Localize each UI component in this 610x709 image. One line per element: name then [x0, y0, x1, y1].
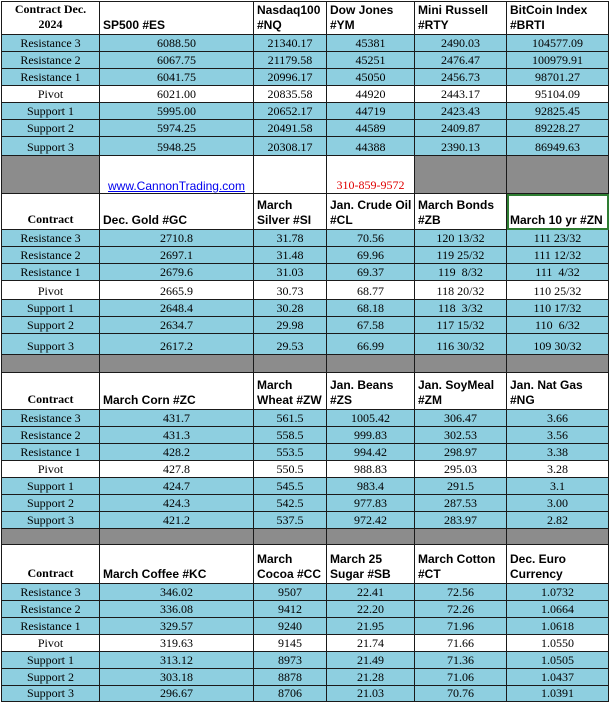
level-value: 295.03 — [415, 461, 507, 478]
level-value: 2648.4 — [100, 300, 254, 317]
contract-label: Contract — [2, 194, 100, 230]
level-value: 21179.58 — [254, 52, 327, 69]
level-value: 298.97 — [415, 444, 507, 461]
level-row-pivot — [2, 461, 609, 478]
contract-header-march-coffee-kc: March Coffee #KC — [100, 545, 254, 584]
level-value: 1.0550 — [507, 635, 609, 652]
level-value: 9145 — [254, 635, 327, 652]
level-row-resistance-1 — [2, 69, 609, 86]
separator-cell — [2, 529, 100, 545]
level-value: 21.49 — [327, 652, 415, 669]
level-row-support-1 — [2, 103, 609, 120]
section-separator — [2, 529, 609, 545]
level-value: 1.0618 — [507, 618, 609, 635]
level-value: 2.82 — [507, 512, 609, 529]
level-value: 561.5 — [254, 410, 327, 427]
level-value: 972.42 — [327, 512, 415, 529]
level-label: Pivot — [2, 461, 100, 478]
level-value: 999.83 — [327, 427, 415, 444]
level-row-support-2 — [2, 317, 609, 334]
level-row-support-1 — [2, 652, 609, 669]
level-value: 550.5 — [254, 461, 327, 478]
level-value: 431.7 — [100, 410, 254, 427]
level-value: 116 30/32 — [415, 334, 507, 355]
level-label: Resistance 3 — [2, 230, 100, 247]
level-value: 2476.47 — [415, 52, 507, 69]
level-value: 424.7 — [100, 478, 254, 495]
level-value: 71.96 — [415, 618, 507, 635]
section-header-row — [2, 373, 609, 410]
level-value: 2710.8 — [100, 230, 254, 247]
separator-cell — [507, 156, 609, 194]
level-row-resistance-1 — [2, 444, 609, 461]
level-value: 45381 — [327, 35, 415, 52]
level-value: 68.18 — [327, 300, 415, 317]
level-value: 44920 — [327, 86, 415, 103]
level-value: 69.96 — [327, 247, 415, 264]
level-value: 30.73 — [254, 281, 327, 300]
level-label: Support 2 — [2, 120, 100, 137]
separator-cell — [254, 529, 327, 545]
level-row-resistance-2 — [2, 247, 609, 264]
separator-cell — [100, 355, 254, 373]
section-separator — [2, 355, 609, 373]
level-value: 29.98 — [254, 317, 327, 334]
level-value: 2443.17 — [415, 86, 507, 103]
level-label: Support 2 — [2, 317, 100, 334]
level-value: 9507 — [254, 584, 327, 601]
level-value: 291.5 — [415, 478, 507, 495]
level-value: 558.5 — [254, 427, 327, 444]
level-value: 20652.17 — [254, 103, 327, 120]
level-value: 70.56 — [327, 230, 415, 247]
level-value: 994.42 — [327, 444, 415, 461]
level-row-support-2 — [2, 120, 609, 137]
level-value: 21.95 — [327, 618, 415, 635]
level-value: 31.78 — [254, 230, 327, 247]
level-value: 89228.27 — [507, 120, 609, 137]
level-value: 21.03 — [327, 686, 415, 702]
separator-cell — [327, 529, 415, 545]
level-value: 100979.91 — [507, 52, 609, 69]
separator-cell — [415, 156, 507, 194]
level-value: 8973 — [254, 652, 327, 669]
level-label: Support 3 — [2, 512, 100, 529]
level-value: 30.28 — [254, 300, 327, 317]
level-value: 545.5 — [254, 478, 327, 495]
level-value: 537.5 — [254, 512, 327, 529]
level-label: Support 3 — [2, 137, 100, 156]
level-value: 988.83 — [327, 461, 415, 478]
level-label: Support 1 — [2, 478, 100, 495]
level-value: 31.03 — [254, 264, 327, 281]
level-value: 92825.45 — [507, 103, 609, 120]
level-value: 2409.87 — [415, 120, 507, 137]
level-label: Support 1 — [2, 652, 100, 669]
section-header-row — [2, 545, 609, 584]
level-row-resistance-2 — [2, 427, 609, 444]
level-value: 9412 — [254, 601, 327, 618]
contract-label: Contract — [2, 373, 100, 410]
contract-label: Contract — [2, 545, 100, 584]
level-value: 31.48 — [254, 247, 327, 264]
level-row-resistance-3 — [2, 584, 609, 601]
level-label: Resistance 1 — [2, 444, 100, 461]
website-link[interactable]: www.CannonTrading.com — [100, 156, 254, 194]
level-label: Pivot — [2, 635, 100, 652]
level-label: Resistance 1 — [2, 618, 100, 635]
level-value: 119 25/32 — [415, 247, 507, 264]
level-value: 45050 — [327, 69, 415, 86]
level-value: 2390.13 — [415, 137, 507, 156]
separator-cell — [2, 355, 100, 373]
selected-cell-contract-header[interactable]: March 10 yr #ZN — [507, 194, 609, 230]
level-label: Support 3 — [2, 334, 100, 355]
level-value: 22.41 — [327, 584, 415, 601]
level-value: 336.08 — [100, 601, 254, 618]
level-value: 109 30/32 — [507, 334, 609, 355]
contract-header-jan-nat-gas-ng: Jan. Nat Gas #NG — [507, 373, 609, 410]
level-value: 44719 — [327, 103, 415, 120]
level-value: 86949.63 — [507, 137, 609, 156]
level-label: Resistance 1 — [2, 69, 100, 86]
level-value: 71.06 — [415, 669, 507, 686]
level-value: 68.77 — [327, 281, 415, 300]
level-row-resistance-3 — [2, 35, 609, 52]
level-row-support-3 — [2, 137, 609, 156]
level-value: 313.12 — [100, 652, 254, 669]
level-value: 1.0664 — [507, 601, 609, 618]
level-value: 21340.17 — [254, 35, 327, 52]
level-row-pivot — [2, 281, 609, 300]
level-value: 8878 — [254, 669, 327, 686]
level-label: Resistance 1 — [2, 264, 100, 281]
level-value: 110 6/32 — [507, 317, 609, 334]
level-value: 3.38 — [507, 444, 609, 461]
contract-header-march-cotton-ct: March Cotton #CT — [415, 545, 507, 584]
contract-header-jan-crude-oil-cl: Jan. Crude Oil #CL — [327, 194, 415, 230]
level-value: 431.3 — [100, 427, 254, 444]
level-row-resistance-1 — [2, 618, 609, 635]
level-value: 20491.58 — [254, 120, 327, 137]
contract-header-march-wheat-zw: March Wheat #ZW — [254, 373, 327, 410]
section-separator — [2, 156, 609, 194]
level-label: Resistance 2 — [2, 52, 100, 69]
contract-header-mini-russell-rty: Mini Russell #RTY — [415, 2, 507, 35]
level-value: 283.97 — [415, 512, 507, 529]
level-value: 2456.73 — [415, 69, 507, 86]
level-row-support-3 — [2, 334, 609, 355]
level-value: 6088.50 — [100, 35, 254, 52]
separator-cell — [415, 355, 507, 373]
level-value: 421.2 — [100, 512, 254, 529]
level-value: 428.2 — [100, 444, 254, 461]
level-value: 319.63 — [100, 635, 254, 652]
contract-header-dow-jones-ym: Dow Jones #YM — [327, 2, 415, 35]
level-value: 110 25/32 — [507, 281, 609, 300]
level-value: 20996.17 — [254, 69, 327, 86]
level-value: 5974.25 — [100, 120, 254, 137]
level-value: 9240 — [254, 618, 327, 635]
contract-header-jan-soymeal-zm: Jan. SoyMeal #ZM — [415, 373, 507, 410]
level-value: 98701.27 — [507, 69, 609, 86]
level-value: 306.47 — [415, 410, 507, 427]
level-value: 542.5 — [254, 495, 327, 512]
level-value: 45251 — [327, 52, 415, 69]
level-value: 287.53 — [415, 495, 507, 512]
level-row-support-2 — [2, 495, 609, 512]
level-value: 1.0391 — [507, 686, 609, 702]
level-value: 2665.9 — [100, 281, 254, 300]
phone-number: 310-859-9572 — [327, 156, 415, 194]
level-value: 2697.1 — [100, 247, 254, 264]
level-value: 3.56 — [507, 427, 609, 444]
level-value: 1.0437 — [507, 669, 609, 686]
level-value: 44589 — [327, 120, 415, 137]
level-label: Pivot — [2, 281, 100, 300]
level-value: 553.5 — [254, 444, 327, 461]
contract-header-march-cocoa-cc: March Cocoa #CC — [254, 545, 327, 584]
level-label: Support 3 — [2, 686, 100, 702]
level-value: 44388 — [327, 137, 415, 156]
level-value: 296.67 — [100, 686, 254, 702]
level-value: 3.66 — [507, 410, 609, 427]
pivot-levels-body — [2, 2, 609, 702]
separator-cell — [415, 529, 507, 545]
level-value: 977.83 — [327, 495, 415, 512]
level-value: 117 15/32 — [415, 317, 507, 334]
level-value: 424.3 — [100, 495, 254, 512]
level-row-pivot — [2, 86, 609, 103]
contract-header-jan-beans-zs: Jan. Beans #ZS — [327, 373, 415, 410]
level-label: Resistance 2 — [2, 247, 100, 264]
level-value: 302.53 — [415, 427, 507, 444]
level-value: 2423.43 — [415, 103, 507, 120]
level-value: 21.28 — [327, 669, 415, 686]
contract-header-dec-euro-currency: Dec. Euro Currency — [507, 545, 609, 584]
level-value: 120 13/32 — [415, 230, 507, 247]
level-value: 983.4 — [327, 478, 415, 495]
level-value: 1.0732 — [507, 584, 609, 601]
level-value: 5948.25 — [100, 137, 254, 156]
section-header-row — [2, 2, 609, 35]
level-value: 72.56 — [415, 584, 507, 601]
level-row-support-3 — [2, 686, 609, 702]
level-value: 111 4/32 — [507, 264, 609, 281]
level-label: Pivot — [2, 86, 100, 103]
separator-cell — [254, 355, 327, 373]
level-value: 3.00 — [507, 495, 609, 512]
level-value: 6041.75 — [100, 69, 254, 86]
section-header-row — [2, 194, 609, 230]
contract-header-nasdaq100-nq: Nasdaq100 #NQ — [254, 2, 327, 35]
level-label: Resistance 3 — [2, 410, 100, 427]
level-value: 303.18 — [100, 669, 254, 686]
level-value: 67.58 — [327, 317, 415, 334]
level-value: 111 23/32 — [507, 230, 609, 247]
level-label: Support 1 — [2, 103, 100, 120]
level-value: 20308.17 — [254, 137, 327, 156]
contract-header-sp500-es: SP500 #ES — [100, 2, 254, 35]
separator-cell — [507, 355, 609, 373]
level-value: 427.8 — [100, 461, 254, 478]
contract-header-march-25-sugar-sb: March 25 Sugar #SB — [327, 545, 415, 584]
level-value: 71.66 — [415, 635, 507, 652]
level-row-support-3 — [2, 512, 609, 529]
separator-cell — [254, 156, 327, 194]
level-value: 111 12/32 — [507, 247, 609, 264]
level-row-pivot — [2, 635, 609, 652]
contract-header-march-bonds-zb: March Bonds #ZB — [415, 194, 507, 230]
level-value: 95104.09 — [507, 86, 609, 103]
level-value: 2634.7 — [100, 317, 254, 334]
level-value: 3.1 — [507, 478, 609, 495]
level-row-resistance-1 — [2, 264, 609, 281]
level-value: 2490.03 — [415, 35, 507, 52]
level-value: 346.02 — [100, 584, 254, 601]
level-row-resistance-2 — [2, 601, 609, 618]
level-label: Support 1 — [2, 300, 100, 317]
level-value: 69.37 — [327, 264, 415, 281]
level-value: 21.74 — [327, 635, 415, 652]
separator-cell — [2, 156, 100, 194]
level-value: 29.53 — [254, 334, 327, 355]
contract-header-bitcoin-index-brti: BitCoin Index #BRTI — [507, 2, 609, 35]
level-value: 110 17/32 — [507, 300, 609, 317]
level-value: 6067.75 — [100, 52, 254, 69]
level-value: 1005.42 — [327, 410, 415, 427]
contract-header-march-silver-si: March Silver #SI — [254, 194, 327, 230]
level-value: 70.76 — [415, 686, 507, 702]
level-label: Resistance 2 — [2, 601, 100, 618]
level-label: Support 2 — [2, 495, 100, 512]
level-label: Resistance 3 — [2, 584, 100, 601]
level-value: 2617.2 — [100, 334, 254, 355]
contract-header-march-corn-zc: March Corn #ZC — [100, 373, 254, 410]
level-value: 66.99 — [327, 334, 415, 355]
contract-label: Contract Dec. 2024 — [2, 2, 100, 35]
level-value: 20835.58 — [254, 86, 327, 103]
level-value: 6021.00 — [100, 86, 254, 103]
separator-cell — [100, 529, 254, 545]
level-value: 5995.00 — [100, 103, 254, 120]
level-label: Resistance 2 — [2, 427, 100, 444]
level-value: 2679.6 — [100, 264, 254, 281]
level-value: 1.0505 — [507, 652, 609, 669]
level-value: 118 3/32 — [415, 300, 507, 317]
separator-cell — [327, 355, 415, 373]
level-value: 71.36 — [415, 652, 507, 669]
level-value: 8706 — [254, 686, 327, 702]
pivot-levels-table — [1, 1, 609, 702]
level-label: Support 2 — [2, 669, 100, 686]
level-row-support-2 — [2, 669, 609, 686]
level-row-support-1 — [2, 300, 609, 317]
level-value: 119 8/32 — [415, 264, 507, 281]
level-value: 72.26 — [415, 601, 507, 618]
level-row-resistance-3 — [2, 230, 609, 247]
level-value: 3.28 — [507, 461, 609, 478]
level-value: 329.57 — [100, 618, 254, 635]
separator-cell — [507, 529, 609, 545]
level-label: Resistance 3 — [2, 35, 100, 52]
level-row-resistance-3 — [2, 410, 609, 427]
level-value: 22.20 — [327, 601, 415, 618]
contract-header-dec-gold-gc: Dec. Gold #GC — [100, 194, 254, 230]
level-value: 104577.09 — [507, 35, 609, 52]
level-row-resistance-2 — [2, 52, 609, 69]
level-row-support-1 — [2, 478, 609, 495]
level-value: 118 20/32 — [415, 281, 507, 300]
